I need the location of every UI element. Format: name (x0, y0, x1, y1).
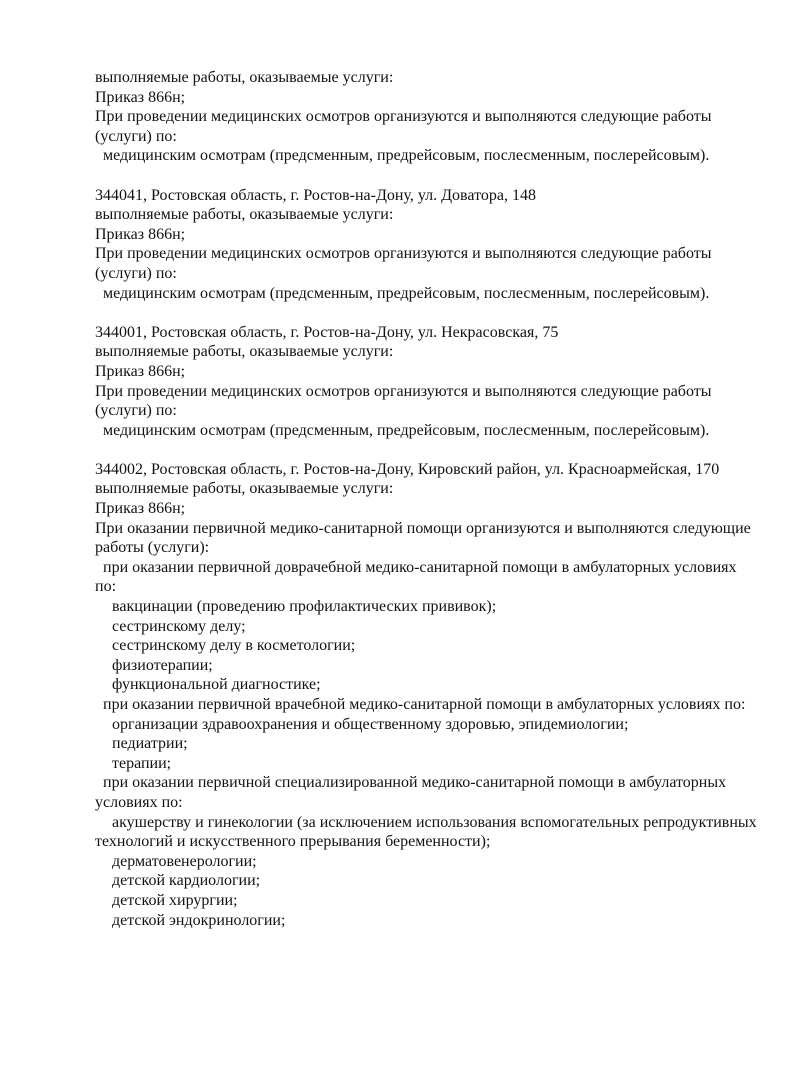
document-text-line: педиатрии; (112, 735, 188, 753)
document-text-line: (услуги) по: (95, 264, 177, 282)
document-text-line: условиях по: (95, 793, 183, 811)
document-text-line: организации здравоохранения и общественному здоровью, эпидемиологии; (112, 715, 629, 733)
document-text-line: выполняемые работы, оказываемые услуги: (95, 206, 394, 224)
document-text-line: детской хирургии; (112, 891, 238, 909)
document-text-line: (услуги) по: (95, 127, 177, 145)
document-text-line: работы (услуги): (95, 539, 210, 557)
document-text-line: выполняемые работы, оказываемые услуги: (95, 480, 394, 498)
document-text-line: при оказании первичной врачебной медико-санитарной помощи в амбулаторных условиях по: (103, 696, 746, 713)
document-text-line: При проведении медицинских осмотров организуются и выполняются следующие работы (95, 382, 712, 400)
document-text-line: сестринскому делу в косметологии; (112, 637, 356, 655)
address-line: 344001, Ростовская область, г. Ростов-на-Дону, ул. Некрасовская, 75 (95, 323, 559, 341)
document-text-line: При оказании первичной медико-санитарной помощи организуются и выполняются следующие (95, 519, 751, 537)
document-text-line: акушерству и гинекологии (за исключением использования вспомогательных репродуктивных (112, 813, 757, 831)
license-location-block (95, 323, 772, 441)
address-line: 344041, Ростовская область, г. Ростов-на-Дону, ул. Доватора, 148 (95, 186, 536, 204)
document-text-line: выполняемые работы, оказываемые услуги: (95, 69, 394, 86)
address-line: 344002, Ростовская область, г. Ростов-на-Дону, Кировский район, ул. Красноармейская, 170 (95, 460, 720, 478)
license-location-block (95, 186, 772, 304)
document-text-line: вакцинации (проведению профилактических прививок); (112, 598, 497, 616)
document-text-line: выполняемые работы, оказываемые услуги: (95, 343, 394, 361)
document-text-line: (услуги) по: (95, 402, 177, 420)
document-text-line: Приказ 866н; (95, 88, 186, 106)
document-text-line: При проведении медицинских осмотров организуются и выполняются следующие работы (95, 245, 712, 263)
document-text-line: терапии; (112, 754, 172, 772)
document-text-line: технологий и искусственного прерывания беременности); (95, 833, 491, 851)
document-text-line: при оказании первичной доврачебной медико-санитарной помощи в амбулаторных условиях (103, 558, 737, 576)
document-text-line: детской эндокринологии; (112, 911, 286, 929)
document-text-line: функциональной диагностике; (112, 676, 321, 694)
document-text-line: При проведении медицинских осмотров организуются и выполняются следующие работы (95, 108, 712, 126)
document-text-line: детской кардиологии; (112, 872, 261, 890)
document-text-line: Приказ 866н; (95, 500, 186, 518)
document-text-line: Приказ 866н; (95, 225, 186, 243)
document-text-line: медицинским осмотрам (предсменным, предрейсовым, послесменным, послерейсовым). (103, 284, 710, 302)
license-location-block (95, 460, 772, 930)
document-text-line: медицинским осмотрам (предсменным, предрейсовым, послесменным, послерейсовым). (103, 421, 710, 439)
document-text-line: медицинским осмотрам (предсменным, предрейсовым, послесменным, послерейсовым). (103, 147, 710, 165)
document-text-line: при оказании первичной специализированной медико-санитарной помощи в амбулаторных (103, 774, 727, 792)
document-text-line: сестринскому делу; (112, 617, 246, 635)
license-location-block (95, 68, 772, 166)
document-text-line: по: (95, 578, 117, 596)
document-text-line: дерматовенерологии; (112, 852, 257, 870)
document-text-line: физиотерапии; (112, 656, 213, 674)
document-text-line: Приказ 866н; (95, 362, 186, 380)
document-body (95, 68, 772, 930)
